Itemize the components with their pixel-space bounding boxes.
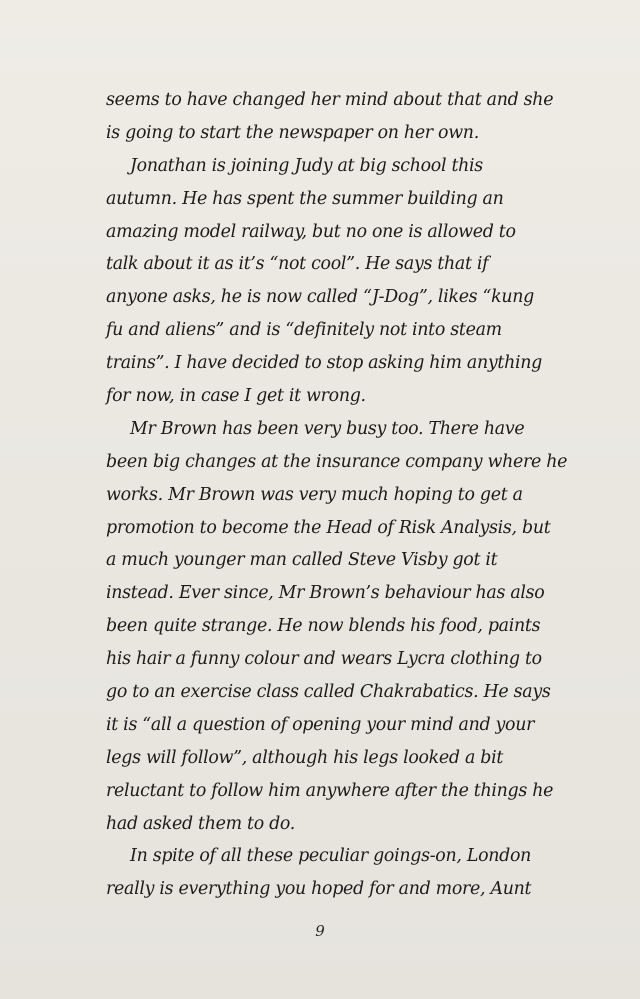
text-line: reluctant to follow him anywhere after the things he xyxy=(106,780,554,801)
text-line: talk about it as it’s “not cool”. He says that if xyxy=(106,254,489,275)
text-line: Mr Brown has been very busy too. There have xyxy=(130,418,525,439)
text-line: Jonathan is joining Judy at big school this xyxy=(130,155,483,176)
text-line: trains”. I have decided to stop asking him anything xyxy=(106,353,542,374)
text-line: it is “all a question of opening your mind and your xyxy=(106,714,535,735)
page-number: 9 xyxy=(315,922,325,940)
text-line: been big changes at the insurance company where he xyxy=(106,451,568,472)
text-line: seems to have changed her mind about that and she xyxy=(106,90,554,110)
text-line: autumn. He has spent the summer building an xyxy=(106,188,504,209)
text-line: promotion to become the Head of Risk Analysis, but xyxy=(106,517,551,538)
text-line: anyone asks, he is now called “J-Dog”, likes “kung xyxy=(106,287,534,308)
body-text xyxy=(106,84,576,906)
text-line: instead. Ever since, Mr Brown’s behaviour has also xyxy=(106,583,545,604)
text-line: fu and aliens” and is “definitely not into steam xyxy=(106,320,502,341)
text-line: for now, in case I get it wrong. xyxy=(106,386,366,407)
text-line: been quite strange. He now blends his food, paints xyxy=(106,616,541,637)
text-line: is going to start the newspaper on her own. xyxy=(106,122,479,143)
text-line: legs will follow”, although his legs looked a bit xyxy=(106,747,504,768)
text-line: had asked them to do. xyxy=(106,813,296,834)
text-line: works. Mr Brown was very much hoping to get a xyxy=(106,484,523,505)
text-line: go to an exercise class called Chakrabatics. He says xyxy=(106,682,551,703)
text-line: really is everything you hoped for and more, Aunt xyxy=(106,879,532,900)
text-line: his hair a funny colour and wears Lycra clothing to xyxy=(106,649,542,670)
text-line: In spite of all these peculiar goings-on, London xyxy=(130,846,532,867)
text-line: amazing model railway, but no one is allowed to xyxy=(106,221,516,242)
text-line: a much younger man called Steve Visby got it xyxy=(106,550,498,571)
